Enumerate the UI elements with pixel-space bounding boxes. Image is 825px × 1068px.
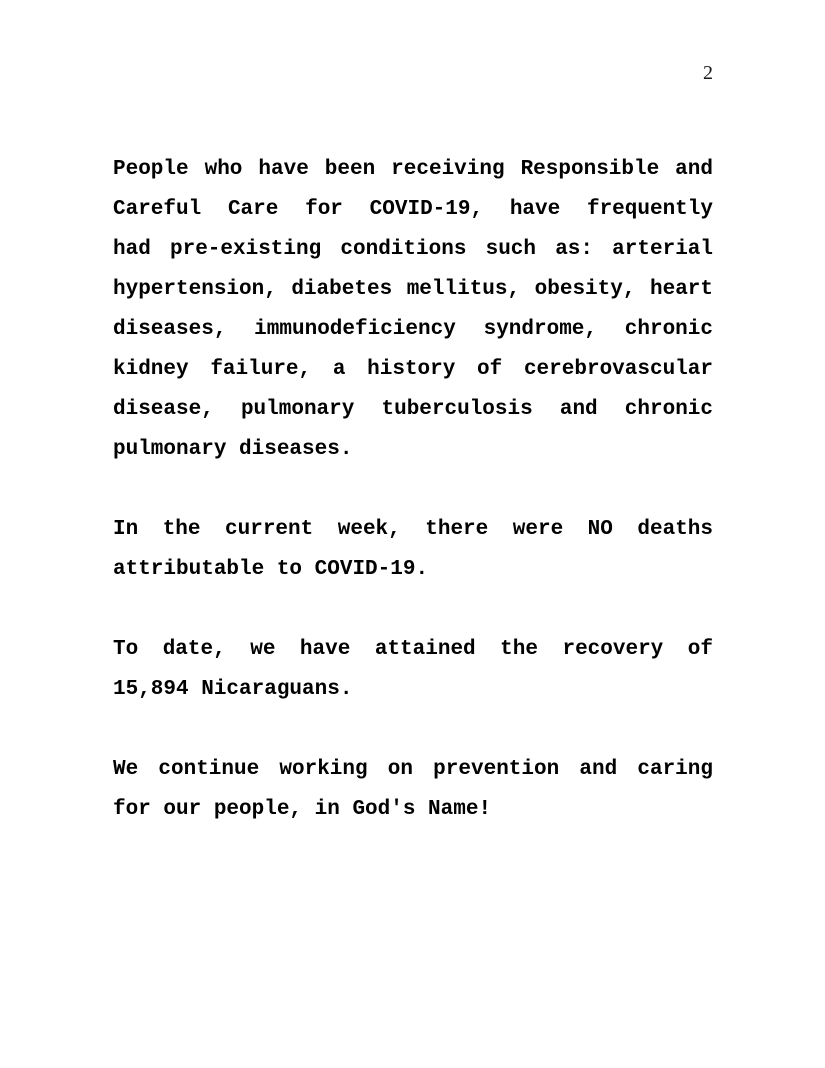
text-line: disease, pulmonary tuberculosis and chronic — [113, 398, 713, 421]
document-body — [113, 150, 713, 870]
text-line: People who have been receiving Responsible and — [113, 158, 713, 181]
text-line: To date, we have attained the recovery of — [113, 638, 713, 661]
text-line: had pre-existing conditions such as: arterial — [113, 238, 713, 261]
page-number: 2 — [703, 62, 713, 84]
paragraph-preexisting-conditions — [113, 150, 713, 470]
text-line: hypertension, diabetes mellitus, obesity, heart — [113, 278, 713, 301]
paragraph-closing — [113, 750, 713, 830]
paragraph-recoveries — [113, 630, 713, 710]
text-line: pulmonary diseases. — [113, 438, 353, 461]
text-line: for our people, in God's Name! — [113, 798, 492, 821]
text-line: attributable to COVID-19. — [113, 558, 429, 581]
paragraph-no-deaths — [113, 510, 713, 590]
text-line: diseases, immunodeficiency syndrome, chronic — [113, 318, 713, 341]
text-line: In the current week, there were NO deaths — [113, 518, 713, 541]
text-line: 15,894 Nicaraguans. — [113, 678, 353, 701]
text-line: We continue working on prevention and caring — [113, 758, 713, 781]
text-line: kidney failure, a history of cerebrovascular — [113, 358, 713, 381]
text-line: Careful Care for COVID-19, have frequently — [113, 198, 713, 221]
